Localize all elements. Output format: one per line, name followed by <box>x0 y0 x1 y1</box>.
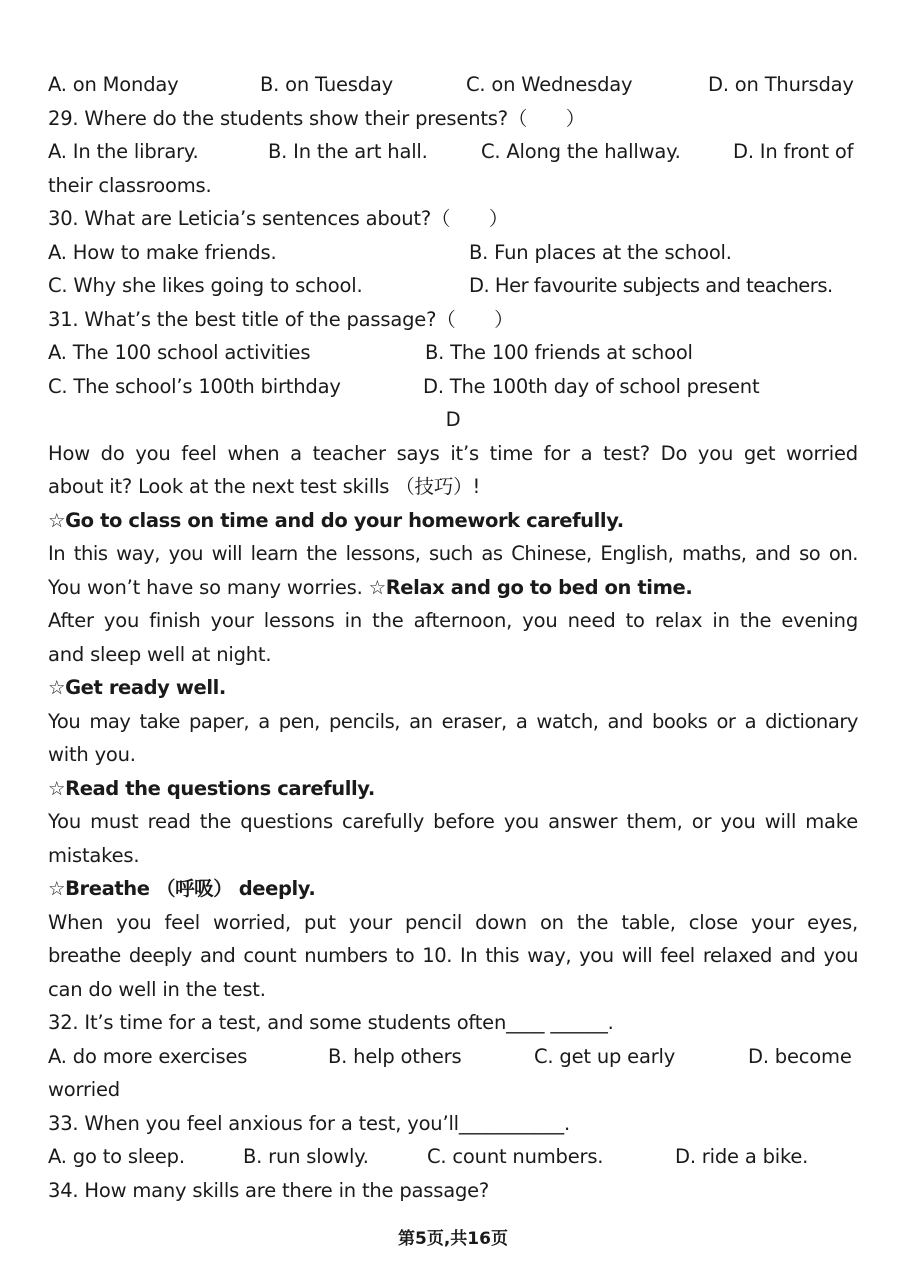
q28-option-c: C. on Wednesday <box>466 73 633 96</box>
tip1-heading: ☆Go to class on time and do your homework carefully. <box>48 508 624 532</box>
tip5-text-line3: can do well in the test. <box>48 977 266 1001</box>
q30-option-b: B. Fun places at the school. <box>469 240 732 264</box>
q33-option-b: B. run slowly. <box>243 1145 369 1168</box>
q32-option-d-continuation: worried <box>48 1078 120 1101</box>
tip2-text-line1: After you finish your lessons in the afternoon, you need to relax in the evening <box>48 609 858 632</box>
tip1-text-line2-with-tip2 <box>48 571 858 605</box>
q33-options <box>48 1140 858 1174</box>
tip2-text-line2: and sleep well at night. <box>48 642 272 666</box>
q31-options-row2 <box>48 370 858 404</box>
q29-options <box>48 135 858 169</box>
q29-option-a: A. In the library. <box>48 140 199 163</box>
section-label: D <box>445 408 461 431</box>
q29-question: 29. Where do the students show their presents?（ ） <box>48 106 586 130</box>
q28-options <box>48 68 858 102</box>
q30-options-row2 <box>48 269 858 303</box>
q33-option-a: A. go to sleep. <box>48 1145 185 1168</box>
q29-option-b: B. In the art hall. <box>268 140 428 163</box>
q29-option-c: C. Along the hallway. <box>481 140 681 163</box>
passage-intro-line2: about it? Look at the next test skills （技巧）! <box>48 475 481 498</box>
q30-options-row1 <box>48 236 858 270</box>
document-page <box>48 68 858 1207</box>
tip3-heading: ☆Get ready well. <box>48 676 226 699</box>
tip1-text-line2: You won’t have so many worries. <box>48 575 369 599</box>
q31-option-a: A. The 100 school activities <box>48 341 311 364</box>
q29-option-d-continuation: their classrooms. <box>48 173 212 197</box>
tip5-heading: ☆Breathe （呼吸） deeply. <box>48 877 316 900</box>
tip4-text-line2: mistakes. <box>48 843 140 867</box>
q29-option-d: D. In front of <box>733 140 854 163</box>
q28-option-a: A. on Monday <box>48 73 179 96</box>
tip3-text-line1: You may take paper, a pen, pencils, an eraser, a watch, and books or a dictionary <box>48 709 858 733</box>
q32-option-b: B. help others <box>328 1044 462 1068</box>
tip4-text-line1: You must read the questions carefully before you answer them, or you will make <box>48 810 858 833</box>
page-footer: 第5页,共16页 <box>398 1229 508 1249</box>
tip5-text-line1: When you feel worried, put your pencil down on the table, close your eyes, <box>48 910 858 934</box>
q32-options <box>48 1040 858 1074</box>
q31-option-d: D. The 100th day of school present <box>423 374 760 398</box>
q33-question: 33. When you feel anxious for a test, you’ll___________. <box>48 1111 570 1135</box>
passage-intro-line1: How do you feel when a teacher says it’s time for a test? Do you get worried <box>48 441 858 465</box>
tip3-text-line2: with you. <box>48 743 136 766</box>
q31-option-c: C. The school’s 100th birthday <box>48 374 341 398</box>
q32-option-a: A. do more exercises <box>48 1044 248 1068</box>
q30-question: 30. What are Leticia’s sentences about?（ ） <box>48 207 509 230</box>
q31-option-b: B. The 100 friends at school <box>425 341 693 364</box>
tip1-text-line1: In this way, you will learn the lessons, such as Chinese, English, maths, and so on. <box>48 542 858 565</box>
q33-option-d: D. ride a bike. <box>675 1145 809 1168</box>
q34-question: 34. How many skills are there in the passage? <box>48 1178 490 1202</box>
q32-question: 32. It’s time for a test, and some students often____ ______. <box>48 1011 614 1034</box>
q32-option-c: C. get up early <box>534 1044 676 1068</box>
q30-option-c: C. Why she likes going to school. <box>48 274 363 297</box>
q28-option-d: D. on Thursday <box>708 73 854 96</box>
tip5-text-line2: breathe deeply and count numbers to 10. In this way, you will feel relaxed and you <box>48 944 858 967</box>
q31-question: 31. What’s the best title of the passage?（ ） <box>48 307 514 331</box>
q31-options-row1 <box>48 336 858 370</box>
q33-option-c: C. count numbers. <box>427 1145 604 1168</box>
q30-option-a: A. How to make friends. <box>48 240 277 264</box>
q28-option-b: B. on Tuesday <box>260 73 393 96</box>
tip4-heading: ☆Read the questions carefully. <box>48 776 375 800</box>
tip2-heading: ☆Relax and go to bed on time. <box>368 575 693 599</box>
q30-option-d: D. Her favourite subjects and teachers. <box>469 274 833 297</box>
q32-option-d: D. become <box>748 1044 852 1068</box>
